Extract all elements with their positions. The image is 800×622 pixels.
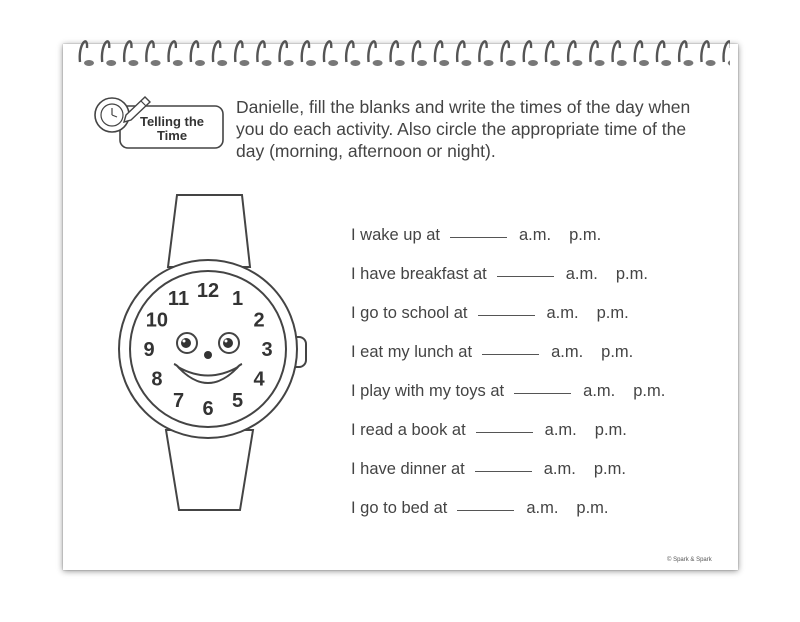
spiral-coil: [590, 41, 604, 66]
time-blank-field[interactable]: [450, 236, 507, 238]
spiral-coil: [235, 41, 249, 66]
pm-option[interactable]: p.m.: [596, 304, 629, 322]
activity-row: [351, 304, 731, 343]
spiral-coil: [280, 41, 294, 66]
watch-illustration: [110, 185, 320, 520]
dial-number: 7: [172, 390, 185, 413]
spiral-coil: [479, 41, 493, 66]
pm-option[interactable]: p.m.: [569, 226, 602, 244]
watch-strap-top: [168, 195, 250, 267]
am-option[interactable]: a.m.: [518, 226, 552, 244]
dial-number: 10: [145, 309, 169, 332]
pm-option[interactable]: p.m.: [633, 382, 666, 400]
am-option[interactable]: a.m.: [583, 382, 616, 400]
spiral-coil: [324, 41, 338, 66]
spiral-coil: [635, 41, 649, 66]
activity-label: I read a book at: [351, 421, 466, 439]
spiral-coil: [146, 41, 160, 66]
activity-row: [351, 421, 731, 460]
spiral-coil: [191, 41, 205, 66]
activity-label: I play with my toys at: [351, 382, 505, 400]
spiral-coil: [568, 41, 582, 66]
dial-number: 11: [167, 287, 190, 310]
spiral-coil: [346, 41, 360, 66]
activity-row: [351, 460, 731, 499]
am-option[interactable]: a.m.: [546, 304, 579, 322]
spiral-coil: [502, 41, 516, 66]
copyright-notice: © Spark & Spark: [667, 557, 712, 563]
time-blank-field[interactable]: [475, 470, 532, 472]
am-option[interactable]: a.m.: [544, 421, 577, 439]
spiral-coil: [657, 41, 671, 66]
activity-row: [351, 343, 731, 382]
dial-number: 8: [151, 368, 163, 391]
spiral-coil: [213, 41, 227, 66]
spiral-coil: [613, 41, 627, 66]
watch-strap-bottom: [166, 430, 253, 510]
am-option[interactable]: a.m.: [565, 265, 598, 283]
dial-number: 6: [202, 398, 214, 420]
spiral-coil: [391, 41, 405, 66]
activity-row: [351, 499, 731, 538]
instructions-text: Danielle, fill the blanks and write the times of the day when you do each activity. Also circle the appropriate time of the day (morning, afternoon or night).: [236, 97, 691, 161]
spiral-coil: [102, 41, 116, 66]
time-blank-field[interactable]: [457, 509, 514, 511]
activity-row: [351, 265, 731, 304]
dial-number: 2: [253, 309, 265, 332]
pm-option[interactable]: p.m.: [593, 460, 626, 478]
spiral-coil: [524, 41, 538, 66]
dial-number: 9: [143, 339, 155, 361]
dial-number: 3: [261, 339, 273, 361]
am-option[interactable]: a.m.: [543, 460, 576, 478]
spiral-coil: [302, 41, 316, 66]
spiral-coil: [679, 41, 693, 66]
dial-number: 5: [231, 390, 244, 413]
time-blank-field[interactable]: [482, 353, 539, 355]
spiral-coil: [413, 41, 427, 66]
activity-label: I have dinner at: [351, 460, 465, 478]
activity-row: [351, 226, 731, 265]
spiral-coil: [124, 41, 138, 66]
pm-option[interactable]: p.m.: [615, 265, 648, 283]
dial-number: 4: [253, 368, 265, 391]
pm-option[interactable]: p.m.: [601, 343, 634, 361]
activity-label: I wake up at: [351, 226, 440, 244]
time-blank-field[interactable]: [478, 314, 535, 316]
spiral-coil: [701, 41, 715, 66]
activity-label: I go to school at: [351, 304, 468, 322]
activity-row: [351, 382, 731, 421]
time-blank-field[interactable]: [476, 431, 533, 433]
activity-label: I go to bed at: [351, 499, 448, 517]
spiral-coil: [457, 41, 471, 66]
spiral-coil: [724, 41, 730, 66]
spiral-coil: [169, 41, 183, 66]
pm-option[interactable]: p.m.: [594, 421, 627, 439]
am-option[interactable]: a.m.: [551, 343, 584, 361]
spiral-coil: [368, 41, 382, 66]
am-option[interactable]: a.m.: [526, 499, 559, 517]
pm-option[interactable]: p.m.: [576, 499, 609, 517]
spiral-coil: [257, 41, 271, 66]
spiral-coil: [546, 41, 560, 66]
activity-label: I have breakfast at: [351, 265, 487, 283]
spiral-coil: [80, 41, 94, 66]
dial-number: 12: [196, 280, 220, 302]
spiral-coil: [435, 41, 449, 66]
badge-title: Telling the Time: [139, 114, 205, 143]
activity-label: I eat my lunch at: [351, 343, 473, 361]
activity-list: [351, 226, 731, 538]
time-blank-field[interactable]: [497, 275, 554, 277]
dial-number: 1: [231, 287, 244, 310]
time-blank-field[interactable]: [514, 392, 571, 394]
spiral-binding: [70, 30, 730, 76]
